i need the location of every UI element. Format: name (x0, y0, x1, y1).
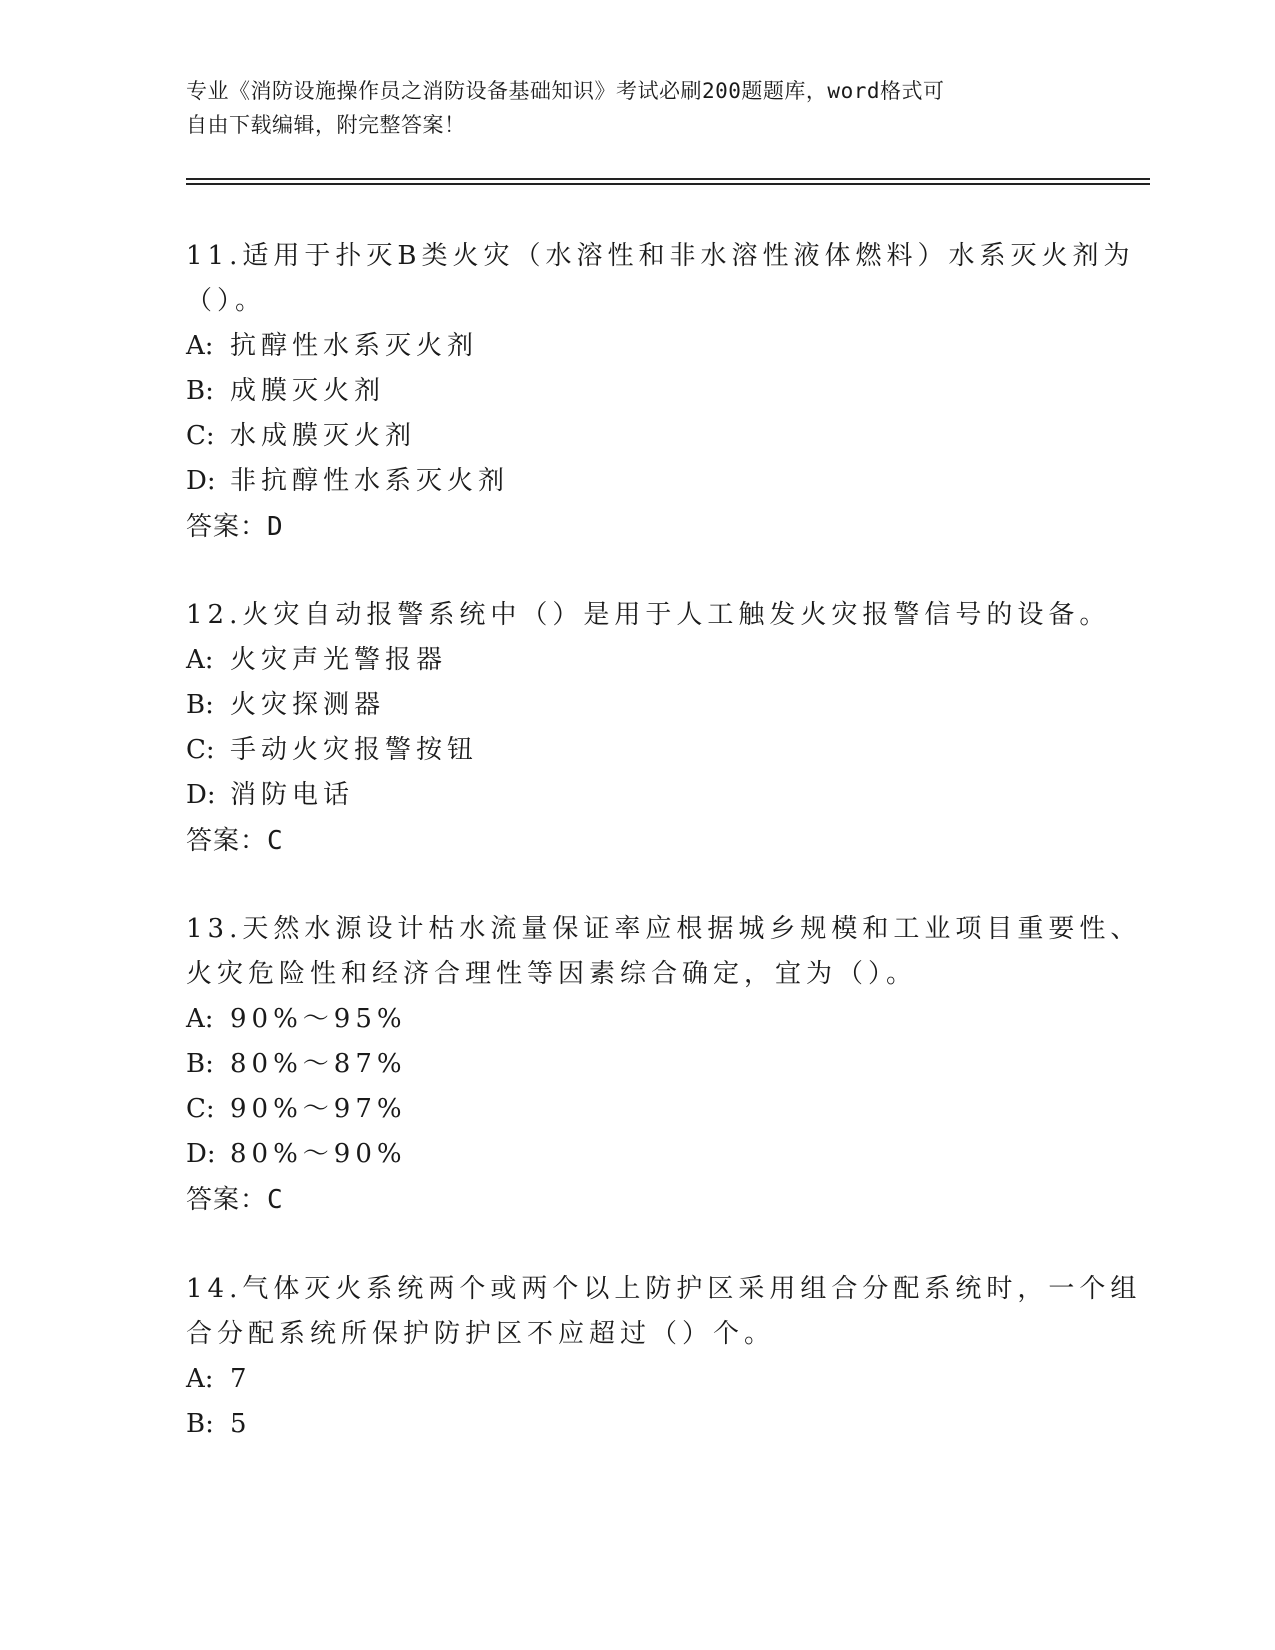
header-divider-bottom (186, 183, 1150, 185)
option-a (186, 997, 1076, 1042)
option-text: 80%～90% (230, 1139, 407, 1169)
option-key: C: (186, 1094, 215, 1124)
option-text: 火灾声光警报器 (230, 645, 448, 675)
option-key: B: (186, 376, 214, 406)
question-stem-line-1: 13.天然水源设计枯水流量保证率应根据城乡规模和工业项目重要性、 (186, 914, 1142, 944)
document-header (186, 74, 1066, 142)
header-divider-top (186, 178, 1150, 180)
option-text: 抗醇性水系灭火剂 (230, 331, 479, 361)
option-a (186, 1357, 1076, 1402)
option-text: 火灾探测器 (230, 690, 386, 720)
question-12 (186, 593, 1111, 864)
option-b (186, 683, 1076, 728)
option-b (186, 369, 1076, 414)
question-14 (186, 1267, 1142, 1447)
option-a (186, 638, 1076, 683)
option-key: C: (186, 421, 215, 451)
option-c (186, 728, 1076, 773)
option-key: D: (186, 780, 216, 810)
option-key: A: (186, 1004, 214, 1034)
question-stem (186, 1267, 1142, 1357)
option-b (186, 1402, 1076, 1447)
question-stem (186, 907, 1142, 997)
option-text: 90%～97% (230, 1094, 407, 1124)
option-a (186, 324, 1076, 369)
header-line-1: 专业《消防设施操作员之消防设备基础知识》考试必刷200题题库，word格式可 (186, 79, 945, 103)
question-stem-line-1: 12.火灾自动报警系统中（）是用于人工触发火灾报警信号的设备。 (186, 600, 1111, 630)
option-text: 成膜灭火剂 (230, 376, 386, 406)
option-text: 手动火灾报警按钮 (230, 735, 479, 765)
answer-line: 答案：C (186, 1185, 284, 1215)
option-b (186, 1042, 1076, 1087)
option-key: B: (186, 1049, 214, 1079)
question-stem-line-2: （）。 (186, 286, 267, 316)
answer-line: 答案：C (186, 826, 284, 856)
option-text: 消防电话 (230, 780, 355, 810)
option-text: 80%～87% (230, 1049, 407, 1079)
option-d (186, 1132, 1076, 1177)
header-line-2: 自由下载编辑，附完整答案！ (186, 113, 466, 137)
question-stem-line-2: 火灾危险性和经济合理性等因素综合确定，宜为（）。 (186, 959, 918, 989)
question-stem-line-1: 11.适用于扑灭B类火灾（水溶性和非水溶性液体燃料）水系灭火剂为 (186, 241, 1135, 271)
option-c (186, 1087, 1076, 1132)
option-text: 7 (230, 1364, 252, 1394)
question-13 (186, 907, 1142, 1223)
option-key: A: (186, 1364, 214, 1394)
question-stem (186, 593, 1111, 638)
option-key: B: (186, 1409, 214, 1439)
question-11 (186, 234, 1135, 550)
option-text: 非抗醇性水系灭火剂 (230, 466, 510, 496)
option-d (186, 459, 1076, 504)
answer-line: 答案：D (186, 512, 284, 542)
question-stem-line-2: 合分配系统所保护防护区不应超过（）个。 (186, 1319, 776, 1349)
option-key: A: (186, 645, 214, 675)
option-key: C: (186, 735, 215, 765)
option-key: D: (186, 1139, 216, 1169)
option-key: A: (186, 331, 214, 361)
option-key: D: (186, 466, 216, 496)
question-stem (186, 234, 1135, 324)
option-text: 5 (230, 1409, 252, 1439)
question-stem-line-1: 14.气体灭火系统两个或两个以上防护区采用组合分配系统时，一个组 (186, 1274, 1142, 1304)
option-d (186, 773, 1076, 818)
option-key: B: (186, 690, 214, 720)
option-text: 水成膜灭火剂 (230, 421, 417, 451)
option-text: 90%～95% (230, 1004, 407, 1034)
option-c (186, 414, 1076, 459)
